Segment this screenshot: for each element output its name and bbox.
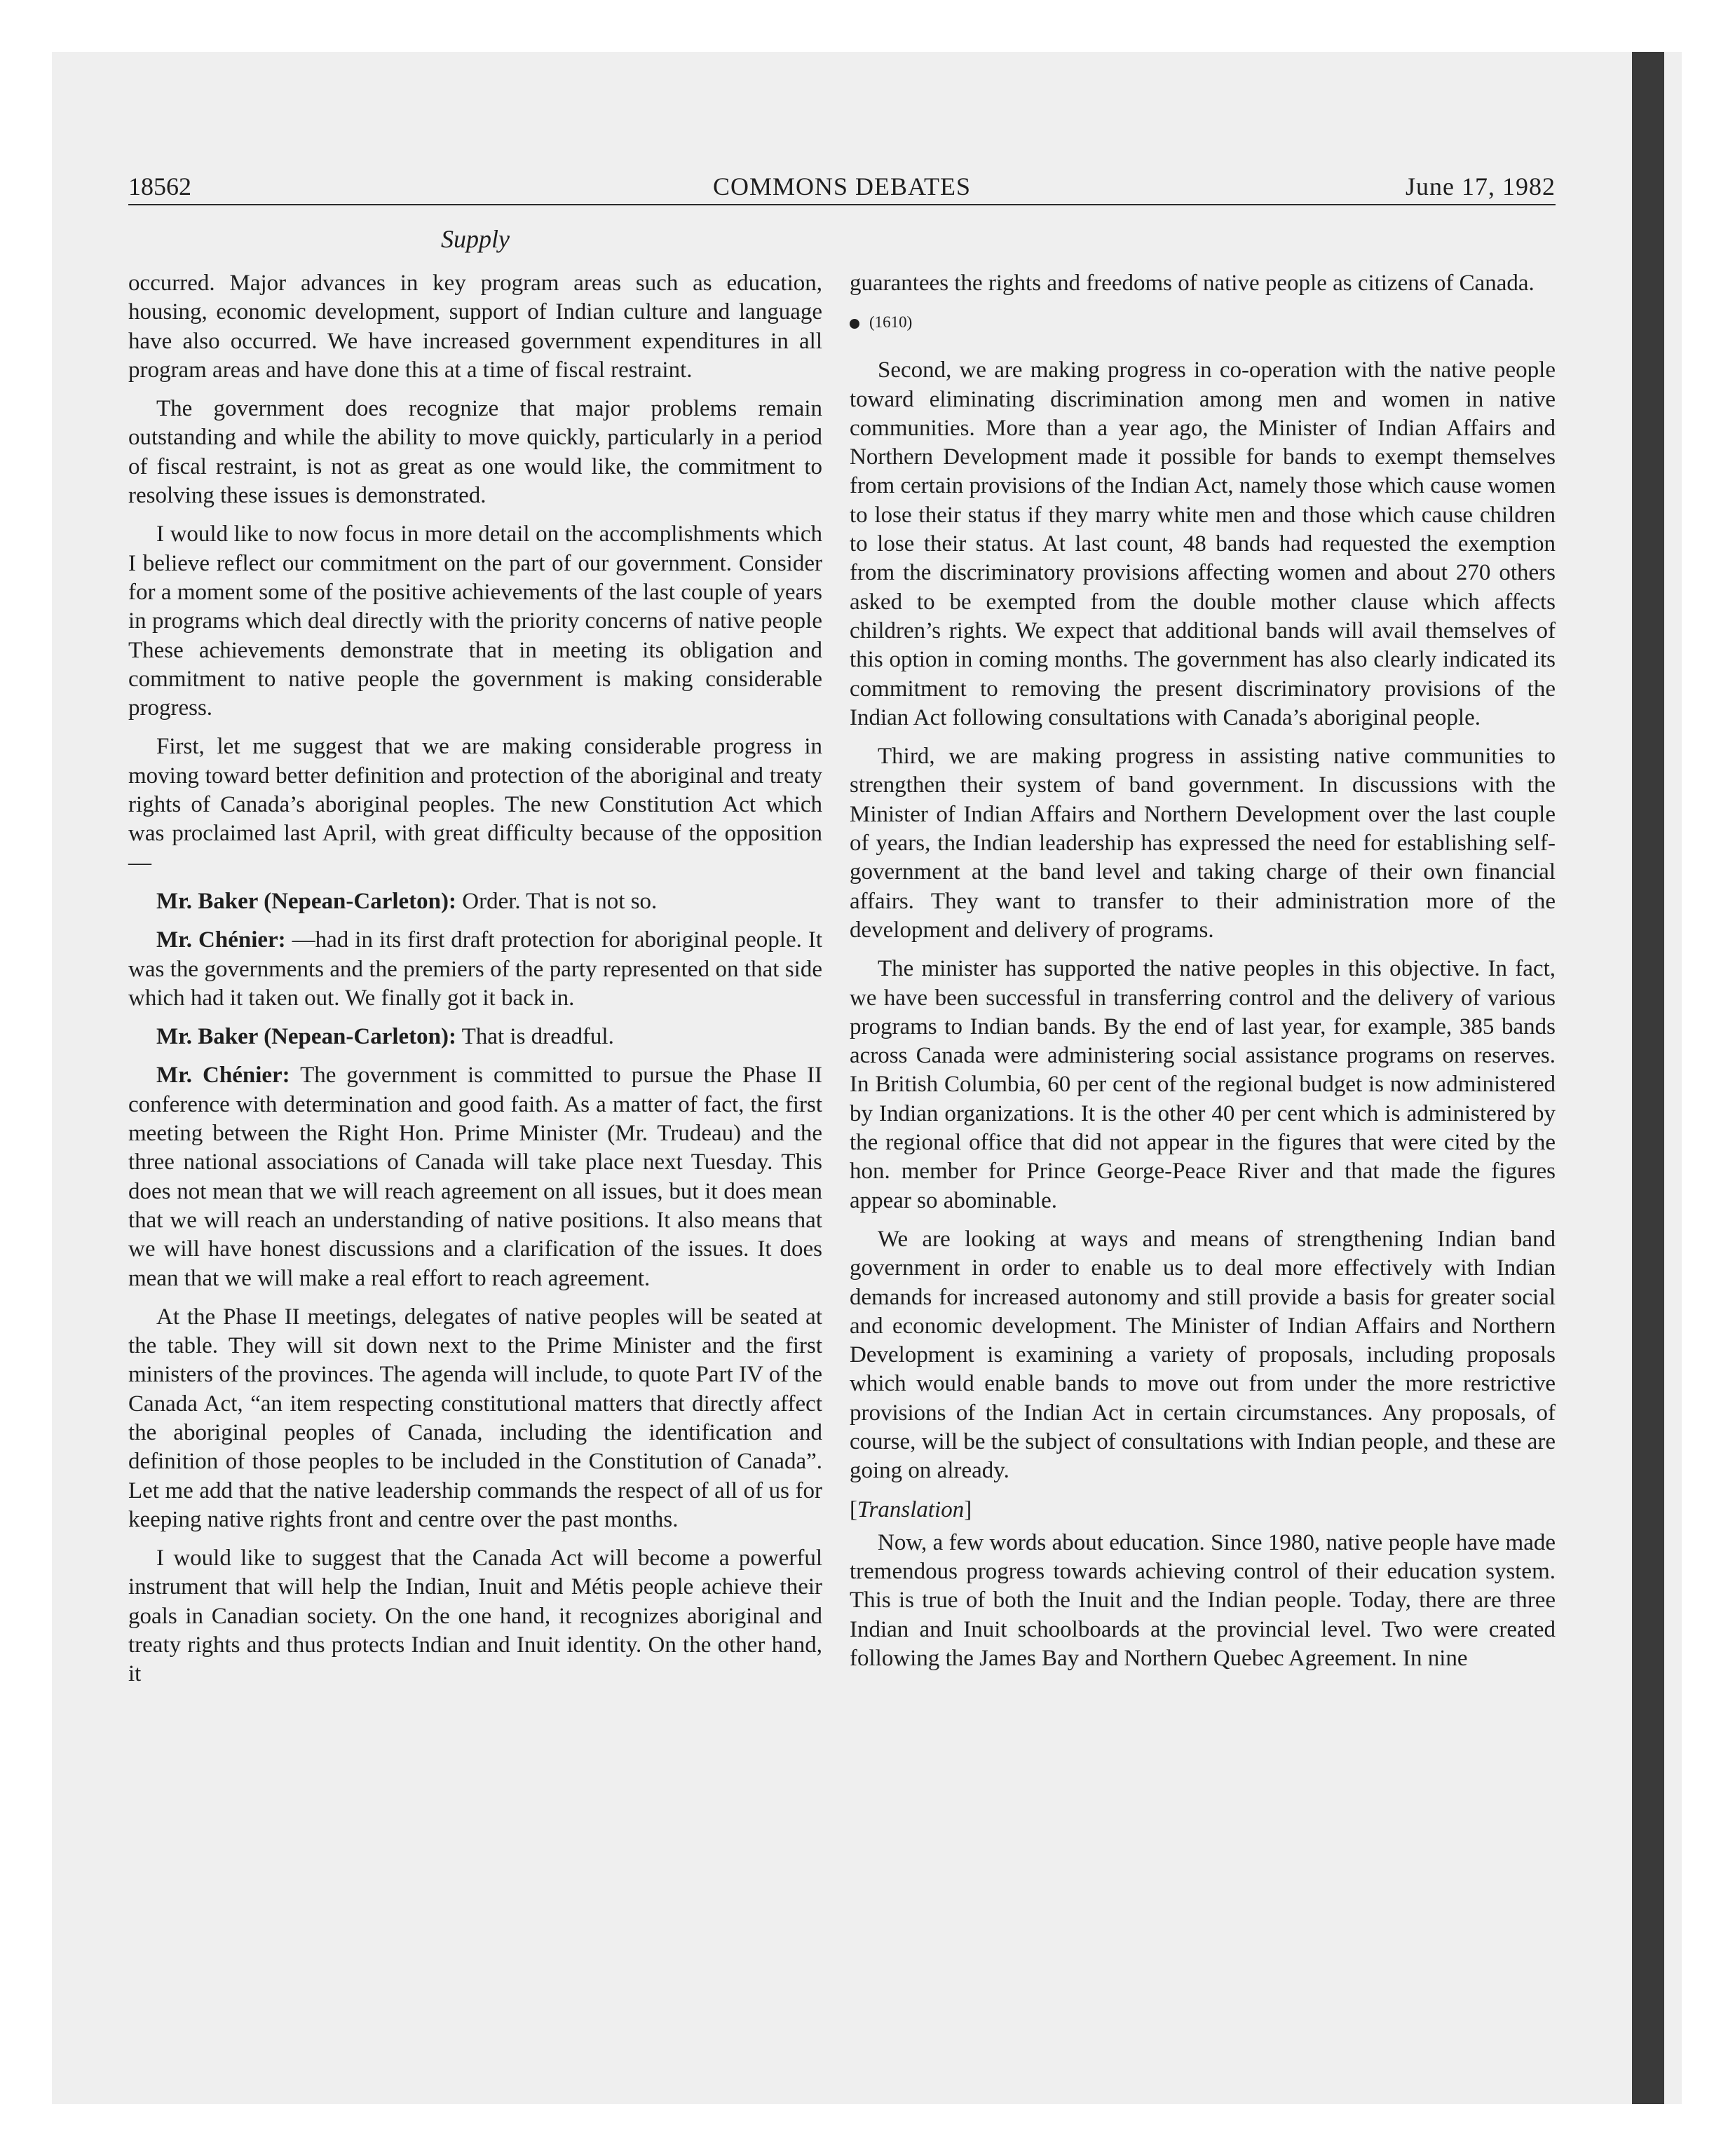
speech-paragraph bbox=[128, 1061, 822, 1292]
header-rule bbox=[128, 204, 1556, 205]
speaker-name: Mr. Baker (Nepean-Carleton): bbox=[156, 888, 457, 914]
speech-text: —had in its first draft protection for aboriginal people. It was the governments and the premiers of the party represented on that side which had it taken out. We finally got it back in. bbox=[128, 927, 823, 1011]
paragraph: We are looking at ways and means of strengthening Indian band government in order to enable us to deal more effectively with Indian demands for increased autonomy and still provide a basis for greater social and economic development. The Minister of Indian Affairs and Northern Development is examining a variety of proposals, including proposals which would enable bands to move out from under the more restrictive provisions of the Indian Act in certain circumstances. Any proposals, of course, will be the subject of consultations with Indian people, and these are going on already. bbox=[850, 1226, 1556, 1484]
right-column bbox=[850, 269, 1556, 1683]
paragraph: The minister has supported the native peoples in this objective. In fact, we have been successful in transferring control and the delivery of various programs to Indian bands. By the end of last year, for example, 385 bands across Canada were administering social assistance programs on reserves. In British Columbia, 60 per cent of the regional budget is now administered by Indian organizations. It is the other 40 per cent which is administered by the regional office that did not appear in the figures that were cited by the hon. member for Prince George-Peace River and that made the figures appear so abominable. bbox=[850, 956, 1556, 1213]
time-marker bbox=[850, 308, 1556, 336]
bullet-icon bbox=[850, 319, 859, 329]
time-marker-text: (1610) bbox=[869, 313, 913, 332]
paragraph: First, let me suggest that we are making considerable progress in moving toward better definition and protection of the aboriginal and treaty rights of Canada’s aboriginal peoples. The new Constitution Act which was proclaimed last April, with great difficulty because of the opposition— bbox=[128, 734, 822, 875]
speech-paragraph bbox=[128, 1023, 822, 1051]
speech-text: That is dreadful. bbox=[461, 1024, 614, 1050]
speech-paragraph bbox=[128, 887, 822, 916]
paragraph: I would like to now focus in more detail on the accomplishments which I believe reflect our commitment on the part of our government. Consider for a moment some of the positive achievements of the last couple of years in programs which deal directly with the priority concerns of native people These achievements demonstrate that in meeting its obligation and commitment to native people the government is making considerable progress. bbox=[128, 521, 822, 721]
scan-edge-shadow bbox=[1632, 52, 1664, 2104]
speech-text: Order. That is not so. bbox=[462, 888, 658, 914]
paragraph: Now, a few words about education. Since 1980, native people have made tremendous progress towards achieving control of their education system. This is true of both the Inuit and the Indian people. Today, there are three Indian and Inuit schoolboards at the provincial level. Two were created following the James Bay and Northern Quebec Agreement. In nine bbox=[850, 1529, 1556, 1672]
paragraph: I would like to suggest that the Canada Act will become a powerful instrument that will help the Indian, Inuit and Métis people achieve their goals in Canadian society. On the one hand, it recognizes aboriginal and treaty rights and thus protects Indian and Inuit identity. On the other hand, it bbox=[128, 1546, 822, 1687]
running-header bbox=[128, 170, 1556, 203]
speech-paragraph bbox=[128, 926, 822, 1013]
paragraph: Third, we are making progress in assisting native communities to strengthen their system of band government. In discussions with the Minister of Indian Affairs and Northern Development over the last couple of years, the Indian leadership has expressed the need for establishing self-government at the band level and taking charge of their own financial affairs. They want to transfer to their administration more of the development and delivery of programs. bbox=[850, 744, 1556, 943]
page-number: 18562 bbox=[128, 172, 191, 200]
left-column bbox=[128, 269, 822, 1699]
translation-label-text: Translation bbox=[857, 1496, 965, 1522]
section-title: Supply bbox=[441, 225, 510, 253]
paragraph: guarantees the rights and freedoms of native people as citizens of Canada. bbox=[850, 271, 1535, 296]
issue-date: June 17, 1982 bbox=[1406, 172, 1556, 200]
paragraph: occurred. Major advances in key program areas such as education, housing, economic development, support of Indian culture and language have also occurred. We have increased government expenditures in all program areas and have done this at a time of fiscal restraint. bbox=[128, 271, 822, 383]
paragraph: The government does recognize that major problems remain outstanding and while the ability to move quickly, particularly in a period of fiscal restraint, is not as great as one would like, the commitment to resolving these issues is demonstrated. bbox=[128, 396, 822, 509]
speaker-name: Mr. Chénier: bbox=[156, 927, 286, 953]
paragraph: At the Phase II meetings, delegates of native peoples will be seated at the table. They will sit down next to the Prime Minister and the first ministers of the provinces. The agenda will include, to quote Part IV of the Canada Act, “an item respecting constitutional matters that directly affect the aboriginal peoples of Canada, including the identification and definition of those peoples to be included in the Constitution of Canada”. Let me add that the native leadership commands the respect of all of us for keeping native rights front and centre over the past months. bbox=[128, 1304, 822, 1532]
speaker-name: Mr. Baker (Nepean-Carleton): bbox=[156, 1024, 457, 1050]
translation-label: [Translation] bbox=[850, 1496, 972, 1522]
publication-title: COMMONS DEBATES bbox=[712, 172, 972, 200]
speaker-name: Mr. Chénier: bbox=[156, 1063, 290, 1089]
speech-text: The government is committed to pursue the Phase II conference with determination and good faith. As a matter of fact, the first meeting between the Right Hon. Prime Minister (Mr. Trudeau) and the three national associations of Canada will take place next Tuesday. This does not mean that we will reach agreement on all issues, but it does mean that we will reach an understanding of native positions. It also means that we will have honest discussions and a clarification of the issues. It does mean that we will make a real effort to reach agreement. bbox=[128, 1063, 823, 1291]
paragraph: Second, we are making progress in co-operation with the native people toward eliminating discrimination among men and women in native communities. More than a year ago, the Minister of Indian Affairs and Northern Development made it possible for bands to exempt themselves from certain provisions of the Indian Act, namely those which cause women to lose their status if they marry white men and those which cause children to lose their status. At last count, 48 bands had requested the exemption from the discriminatory provisions affecting women and about 270 others asked to be exempted from the double mother clause which affects children’s rights. We expect that additional bands will avail themselves of this option in coming months. The government has also clearly indicated its commitment to removing the present discriminatory provisions of the Indian Act following consultations with Canada’s aboriginal people. bbox=[850, 357, 1556, 730]
